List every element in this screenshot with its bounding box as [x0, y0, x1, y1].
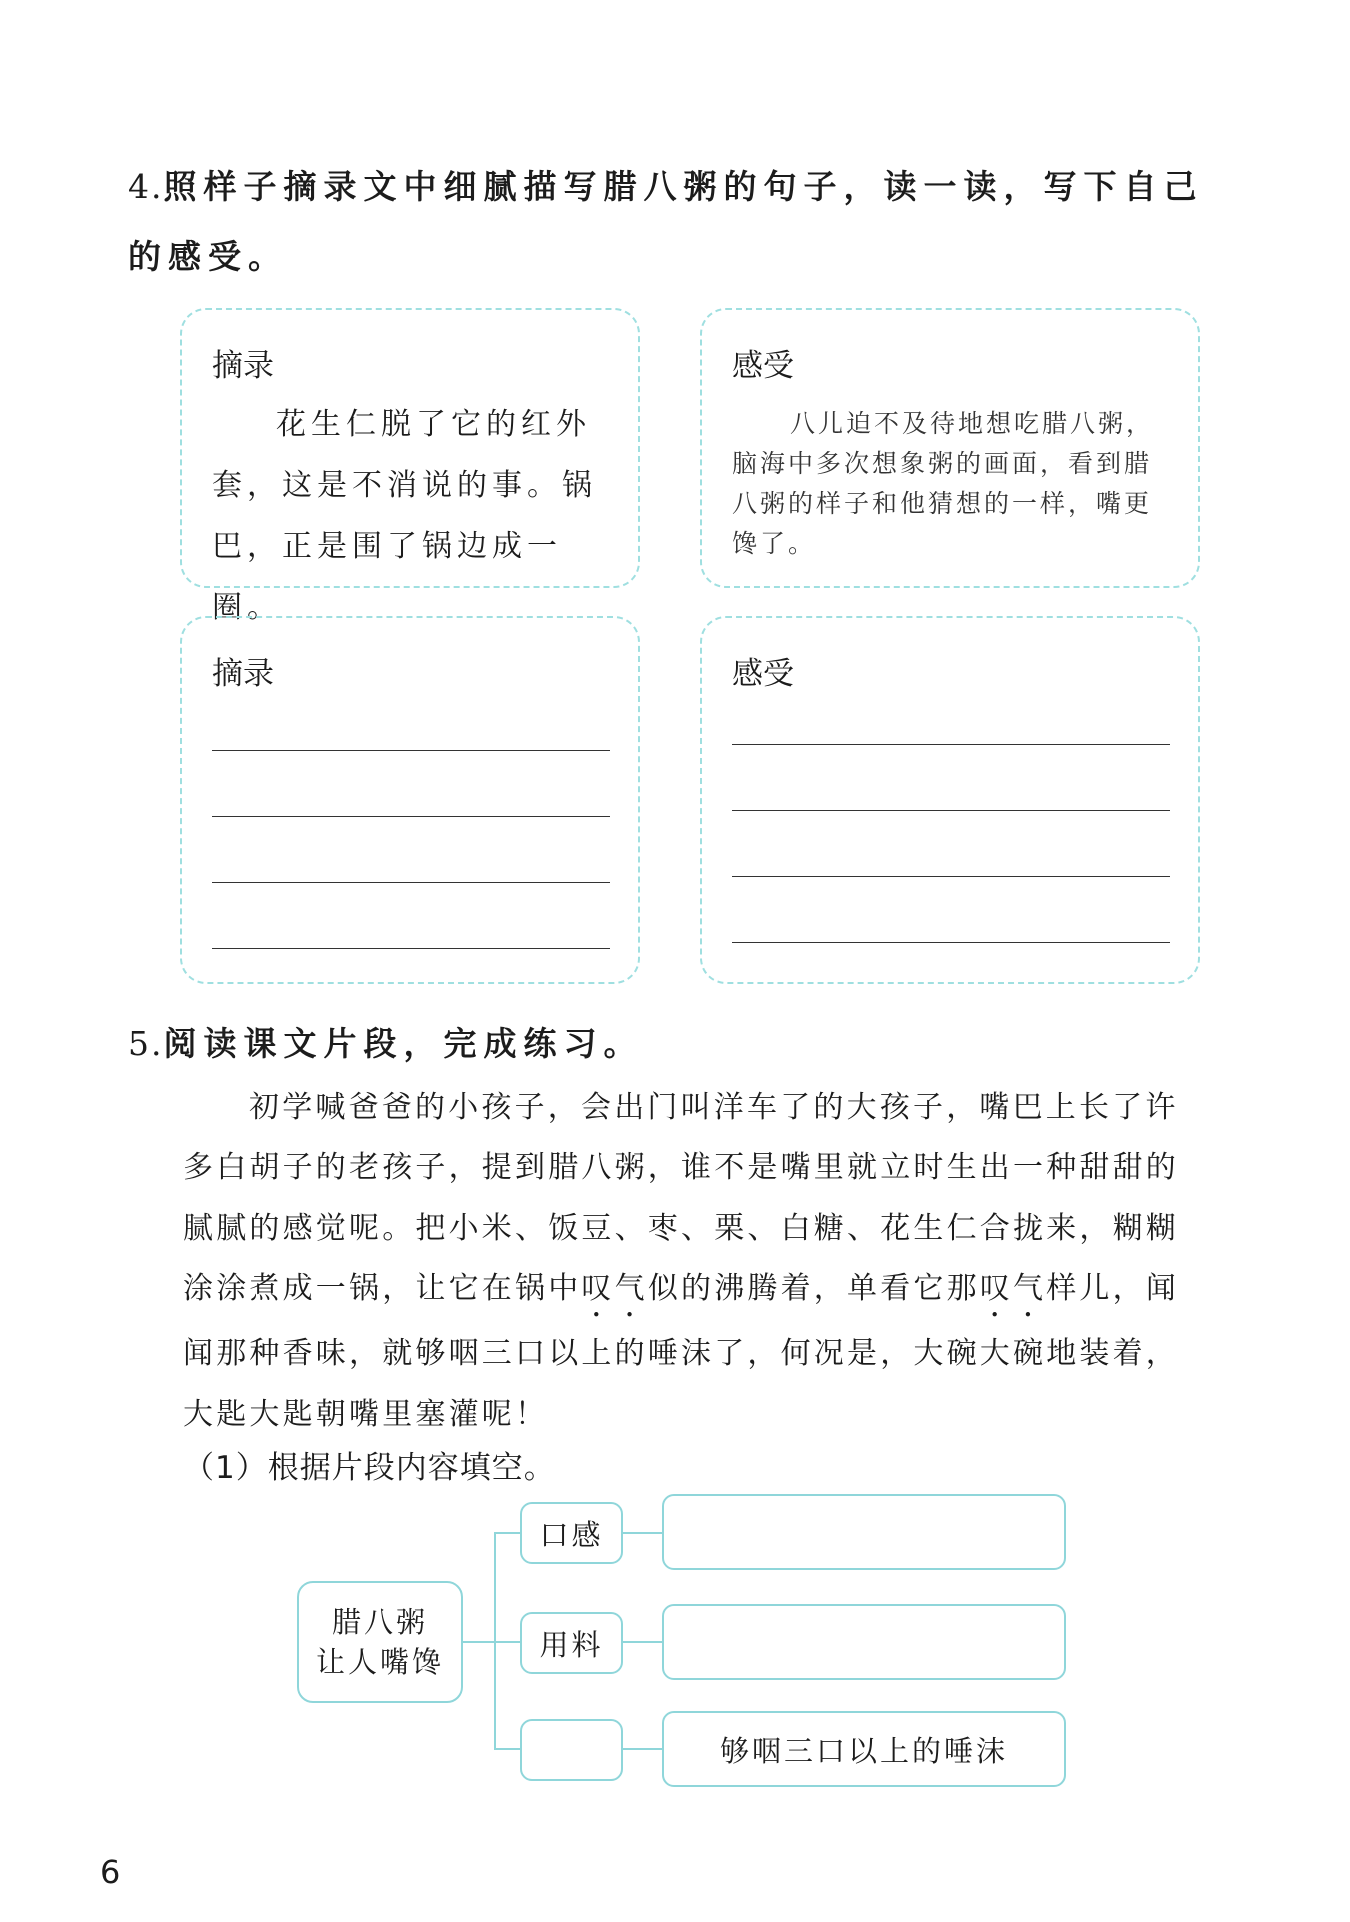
- mindmap-center-line2: 让人嘴馋: [315, 1645, 444, 1679]
- question-5-text: 阅读课文片段，完成练习。: [163, 1024, 644, 1063]
- answer-line[interactable]: [732, 810, 1170, 811]
- feeling-label: 感受: [732, 656, 794, 692]
- question-4-number: 4.: [128, 167, 164, 206]
- answer-feeling-box: [700, 616, 1200, 984]
- mindmap-connector: [622, 1748, 664, 1750]
- reading-passage: [183, 1078, 1203, 1445]
- mindmap-connector: [494, 1641, 522, 1643]
- mindmap-answer-texture[interactable]: [662, 1494, 1066, 1570]
- answer-line[interactable]: [212, 750, 610, 751]
- passage-text: 样儿，闻闻那种香味，就够咽三口以上的唾沫了，何况是，大碗大碗地装着，大匙大匙朝嘴里塞灌呢！: [183, 1271, 1180, 1432]
- example-feeling-box: [700, 308, 1200, 588]
- answer-excerpt-box: [180, 616, 640, 984]
- mindmap-center-box: [297, 1581, 463, 1703]
- branch-label: 用料: [539, 1627, 604, 1662]
- answer-line[interactable]: [732, 876, 1170, 877]
- excerpt-label: 摘录: [212, 348, 274, 384]
- question-5-title: [128, 1009, 1218, 1079]
- mindmap-connector: [622, 1532, 664, 1534]
- answer-line[interactable]: [212, 816, 610, 817]
- mindmap-branch-blank[interactable]: [520, 1719, 623, 1781]
- passage-text: 初学喊爸爸的小孩子，会出门叫洋车了的大孩子，嘴巴上长了许多白胡子的老孩子，提到腊八粥，谁不是嘴里就立时生出一种甜甜的腻腻的感觉呢。把小米、饭豆、枣、栗、白糖、花生仁合拢来，糊糊涂涂煮成一锅，让它在锅中: [183, 1090, 1179, 1307]
- answer-line[interactable]: [212, 882, 610, 883]
- mindmap-answer-ingredients[interactable]: [662, 1604, 1066, 1680]
- example-excerpt-box: [180, 308, 640, 625]
- mindmap-connector: [622, 1641, 664, 1643]
- mindmap-branch-ingredients: [520, 1612, 623, 1674]
- mindmap-answer-saliva: [662, 1711, 1066, 1787]
- answer-line[interactable]: [732, 744, 1170, 745]
- answer-line[interactable]: [732, 942, 1170, 943]
- example-feeling-text: 八儿迫不及待地想吃腊八粥，脑海中多次想象粥的画面，看到腊八粥的样子和他猜想的一样，嘴更馋了。: [732, 409, 1155, 558]
- question-5-number: 5.: [128, 1024, 164, 1063]
- answer-line[interactable]: [212, 948, 610, 949]
- excerpt-label: 摘录: [212, 656, 274, 692]
- question-4-text: 照样子摘录文中细腻描写腊八粥的句子，读一读，写下自己的感受。: [128, 167, 1204, 276]
- emphasized-word: 叹气: [581, 1271, 648, 1307]
- mindmap-connector: [463, 1641, 495, 1643]
- mindmap-branch-texture: [520, 1502, 623, 1564]
- branch-label: 口感: [539, 1517, 604, 1552]
- answer-text: 够咽三口以上的唾沫: [719, 1733, 1008, 1768]
- sub-question-1: （1）根据片段内容填空。: [183, 1450, 556, 1486]
- passage-text: 似的沸腾着，单看它那: [647, 1271, 980, 1307]
- feeling-label: 感受: [732, 348, 794, 384]
- mindmap-connector: [494, 1748, 522, 1750]
- mindmap-center-line1: 腊八粥: [331, 1605, 428, 1639]
- mindmap-connector: [494, 1532, 522, 1534]
- example-excerpt-text: 花生仁脱了它的红外套，这是不消说的事。锅巴，正是围了锅边成一圈。: [212, 407, 597, 625]
- page-number: 6: [100, 1853, 121, 1891]
- emphasized-word: 叹气: [979, 1271, 1047, 1307]
- question-4-title: [128, 152, 1218, 292]
